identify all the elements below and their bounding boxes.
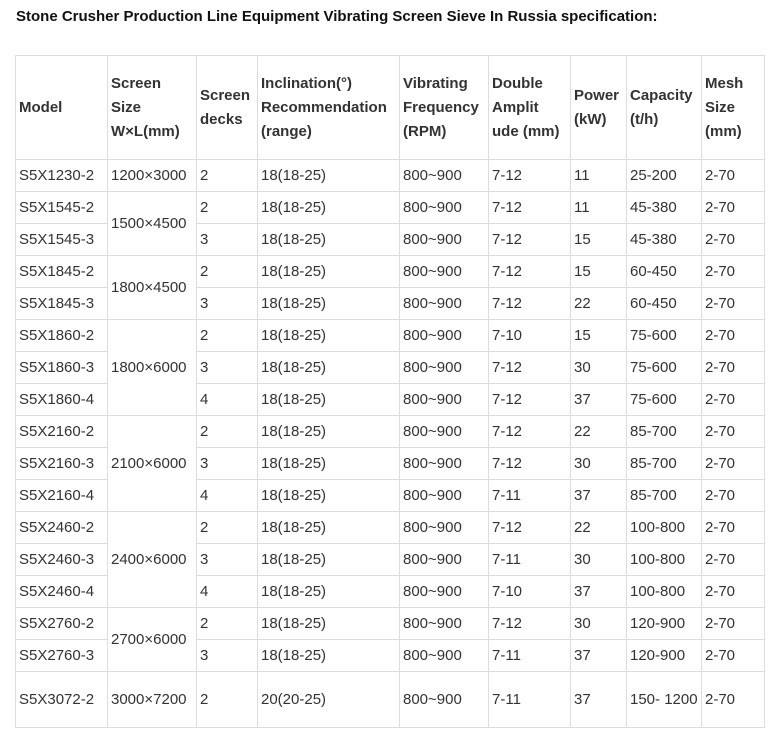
cell-frequency: 800~900 <box>400 640 489 672</box>
header-screen-size: Screen Size W×L(mm) <box>108 56 197 160</box>
header-inclination: Inclination(°) Recommendation (range) <box>258 56 400 160</box>
cell-mesh-size: 2-70 <box>702 544 765 576</box>
cell-amplitude: 7-12 <box>489 512 571 544</box>
cell-amplitude: 7-11 <box>489 480 571 512</box>
header-mesh-size: Mesh Size (mm) <box>702 56 765 160</box>
cell-capacity: 75-600 <box>627 352 702 384</box>
cell-screen-decks: 3 <box>197 288 258 320</box>
cell-frequency: 800~900 <box>400 288 489 320</box>
cell-frequency: 800~900 <box>400 672 489 728</box>
cell-mesh-size: 2-70 <box>702 576 765 608</box>
cell-screen-size: 2700×6000 <box>108 608 197 672</box>
header-capacity: Capacity (t/h) <box>627 56 702 160</box>
cell-power: 30 <box>571 608 627 640</box>
cell-frequency: 800~900 <box>400 192 489 224</box>
cell-inclination: 18(18-25) <box>258 640 400 672</box>
cell-power: 30 <box>571 352 627 384</box>
table-row <box>16 512 765 544</box>
cell-power: 37 <box>571 480 627 512</box>
cell-mesh-size: 2-70 <box>702 320 765 352</box>
cell-capacity: 75-600 <box>627 384 702 416</box>
cell-mesh-size: 2-70 <box>702 416 765 448</box>
cell-screen-decks: 4 <box>197 576 258 608</box>
cell-model: S5X1860-4 <box>16 384 108 416</box>
header-screen-decks: Screen decks <box>197 56 258 160</box>
cell-capacity: 85-700 <box>627 448 702 480</box>
header-model: Model <box>16 56 108 160</box>
cell-model: S5X2160-4 <box>16 480 108 512</box>
cell-screen-size: 1800×6000 <box>108 320 197 416</box>
cell-model: S5X1845-2 <box>16 256 108 288</box>
cell-power: 37 <box>571 640 627 672</box>
cell-inclination: 18(18-25) <box>258 448 400 480</box>
cell-screen-size: 2400×6000 <box>108 512 197 608</box>
cell-screen-decks: 2 <box>197 192 258 224</box>
cell-amplitude: 7-12 <box>489 288 571 320</box>
specification-table <box>15 55 765 728</box>
cell-screen-size: 2100×6000 <box>108 416 197 512</box>
cell-inclination: 18(18-25) <box>258 160 400 192</box>
cell-model: S5X1860-2 <box>16 320 108 352</box>
cell-screen-size: 1800×4500 <box>108 256 197 320</box>
cell-model: S5X1545-3 <box>16 224 108 256</box>
cell-frequency: 800~900 <box>400 256 489 288</box>
cell-amplitude: 7-11 <box>489 672 571 728</box>
cell-screen-decks: 2 <box>197 256 258 288</box>
cell-amplitude: 7-12 <box>489 192 571 224</box>
cell-mesh-size: 2-70 <box>702 480 765 512</box>
cell-amplitude: 7-12 <box>489 416 571 448</box>
cell-capacity: 150- 1200 <box>627 672 702 728</box>
cell-power: 22 <box>571 288 627 320</box>
cell-inclination: 20(20-25) <box>258 672 400 728</box>
cell-capacity: 120-900 <box>627 608 702 640</box>
cell-amplitude: 7-12 <box>489 448 571 480</box>
cell-screen-decks: 3 <box>197 224 258 256</box>
cell-inclination: 18(18-25) <box>258 288 400 320</box>
cell-frequency: 800~900 <box>400 544 489 576</box>
cell-model: S5X1860-3 <box>16 352 108 384</box>
cell-model: S5X1845-3 <box>16 288 108 320</box>
cell-mesh-size: 2-70 <box>702 672 765 728</box>
cell-power: 37 <box>571 576 627 608</box>
cell-model: S5X2160-2 <box>16 416 108 448</box>
cell-capacity: 60-450 <box>627 256 702 288</box>
cell-screen-decks: 2 <box>197 320 258 352</box>
cell-frequency: 800~900 <box>400 416 489 448</box>
cell-frequency: 800~900 <box>400 224 489 256</box>
table-row <box>16 672 765 728</box>
cell-capacity: 100-800 <box>627 576 702 608</box>
cell-power: 11 <box>571 192 627 224</box>
cell-mesh-size: 2-70 <box>702 640 765 672</box>
cell-screen-decks: 3 <box>197 544 258 576</box>
cell-inclination: 18(18-25) <box>258 320 400 352</box>
cell-power: 11 <box>571 160 627 192</box>
cell-mesh-size: 2-70 <box>702 384 765 416</box>
table-row <box>16 160 765 192</box>
cell-amplitude: 7-12 <box>489 384 571 416</box>
cell-mesh-size: 2-70 <box>702 512 765 544</box>
cell-capacity: 60-450 <box>627 288 702 320</box>
cell-amplitude: 7-10 <box>489 576 571 608</box>
cell-power: 37 <box>571 672 627 728</box>
cell-inclination: 18(18-25) <box>258 576 400 608</box>
cell-frequency: 800~900 <box>400 480 489 512</box>
cell-amplitude: 7-12 <box>489 224 571 256</box>
cell-screen-decks: 2 <box>197 160 258 192</box>
cell-model: S5X1230-2 <box>16 160 108 192</box>
cell-capacity: 85-700 <box>627 416 702 448</box>
cell-amplitude: 7-12 <box>489 160 571 192</box>
cell-model: S5X2160-3 <box>16 448 108 480</box>
cell-frequency: 800~900 <box>400 512 489 544</box>
cell-amplitude: 7-11 <box>489 640 571 672</box>
cell-frequency: 800~900 <box>400 352 489 384</box>
cell-inclination: 18(18-25) <box>258 352 400 384</box>
cell-inclination: 18(18-25) <box>258 192 400 224</box>
cell-screen-decks: 2 <box>197 512 258 544</box>
cell-inclination: 18(18-25) <box>258 384 400 416</box>
cell-mesh-size: 2-70 <box>702 160 765 192</box>
cell-capacity: 100-800 <box>627 544 702 576</box>
cell-mesh-size: 2-70 <box>702 448 765 480</box>
cell-frequency: 800~900 <box>400 576 489 608</box>
cell-screen-decks: 2 <box>197 416 258 448</box>
cell-power: 37 <box>571 384 627 416</box>
cell-model: S5X2460-4 <box>16 576 108 608</box>
cell-model: S5X1545-2 <box>16 192 108 224</box>
cell-capacity: 100-800 <box>627 512 702 544</box>
cell-power: 30 <box>571 448 627 480</box>
cell-capacity: 45-380 <box>627 192 702 224</box>
table-row <box>16 416 765 448</box>
table-row <box>16 608 765 640</box>
cell-amplitude: 7-12 <box>489 256 571 288</box>
cell-inclination: 18(18-25) <box>258 416 400 448</box>
header-double-amplitude: Double Amplit ude (mm) <box>489 56 571 160</box>
cell-inclination: 18(18-25) <box>258 512 400 544</box>
cell-inclination: 18(18-25) <box>258 544 400 576</box>
cell-inclination: 18(18-25) <box>258 224 400 256</box>
cell-capacity: 25-200 <box>627 160 702 192</box>
cell-model: S5X2460-3 <box>16 544 108 576</box>
cell-screen-decks: 3 <box>197 448 258 480</box>
cell-capacity: 45-380 <box>627 224 702 256</box>
cell-screen-decks: 2 <box>197 672 258 728</box>
cell-amplitude: 7-10 <box>489 320 571 352</box>
cell-frequency: 800~900 <box>400 160 489 192</box>
cell-capacity: 85-700 <box>627 480 702 512</box>
cell-amplitude: 7-11 <box>489 544 571 576</box>
cell-power: 15 <box>571 224 627 256</box>
cell-power: 22 <box>571 512 627 544</box>
cell-frequency: 800~900 <box>400 608 489 640</box>
cell-screen-decks: 2 <box>197 608 258 640</box>
header-vibrating-frequency: Vibrating Frequency (RPM) <box>400 56 489 160</box>
page-title: Stone Crusher Production Line Equipment Vibrating Screen Sieve In Russia specification: <box>16 8 658 25</box>
cell-screen-decks: 3 <box>197 640 258 672</box>
cell-power: 15 <box>571 256 627 288</box>
cell-screen-decks: 4 <box>197 384 258 416</box>
cell-mesh-size: 2-70 <box>702 192 765 224</box>
table-row <box>16 320 765 352</box>
cell-screen-size: 3000×7200 <box>108 672 197 728</box>
cell-screen-decks: 3 <box>197 352 258 384</box>
cell-screen-size: 1500×4500 <box>108 192 197 256</box>
cell-power: 22 <box>571 416 627 448</box>
cell-screen-decks: 4 <box>197 480 258 512</box>
cell-screen-size: 1200×3000 <box>108 160 197 192</box>
cell-mesh-size: 2-70 <box>702 256 765 288</box>
cell-inclination: 18(18-25) <box>258 256 400 288</box>
header-row <box>16 56 765 160</box>
cell-inclination: 18(18-25) <box>258 608 400 640</box>
cell-mesh-size: 2-70 <box>702 288 765 320</box>
cell-model: S5X3072-2 <box>16 672 108 728</box>
cell-amplitude: 7-12 <box>489 352 571 384</box>
cell-model: S5X2460-2 <box>16 512 108 544</box>
cell-model: S5X2760-2 <box>16 608 108 640</box>
cell-mesh-size: 2-70 <box>702 224 765 256</box>
cell-capacity: 75-600 <box>627 320 702 352</box>
cell-inclination: 18(18-25) <box>258 480 400 512</box>
cell-power: 30 <box>571 544 627 576</box>
cell-frequency: 800~900 <box>400 448 489 480</box>
cell-amplitude: 7-12 <box>489 608 571 640</box>
cell-capacity: 120-900 <box>627 640 702 672</box>
cell-frequency: 800~900 <box>400 320 489 352</box>
cell-power: 15 <box>571 320 627 352</box>
cell-mesh-size: 2-70 <box>702 352 765 384</box>
cell-mesh-size: 2-70 <box>702 608 765 640</box>
header-power: Power (kW) <box>571 56 627 160</box>
cell-model: S5X2760-3 <box>16 640 108 672</box>
table-row <box>16 256 765 288</box>
cell-frequency: 800~900 <box>400 384 489 416</box>
table-row <box>16 192 765 224</box>
